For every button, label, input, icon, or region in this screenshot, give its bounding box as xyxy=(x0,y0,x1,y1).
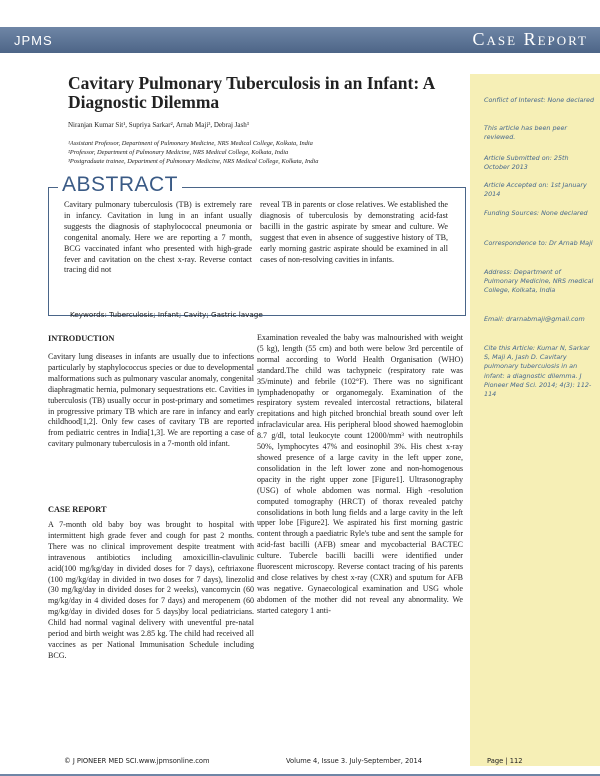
submitted-date: Article Submitted on: 25th October 2013 xyxy=(484,154,569,172)
correspondence: Correspondence to: Dr Arnab Maji xyxy=(484,239,593,247)
affiliation-1: ¹Assistant Professor, Department of Pulmonary Medicine, NRS Medical College, Kolkata, India xyxy=(68,140,313,147)
journal-abbrev: JPMS xyxy=(14,33,53,48)
introduction-text: Cavitary lung diseases in infants are usually due to infections particularly by staphylococcus species or due to developmental malformations such as pulmonary vascular anomaly, congenital diaphragmatic hernia, pulmonary sequestrations etc. Cavities in tuberculosis (TB) usually occur in post-primary and sometimes in progressive primary TB which are rare in infancy and early childhood[1,2]. Only few cases of cavitary TB are reported from pediatric centres in India[1,3]. We are reporting a case of cavitary pulmonary tuberculosis in a 7-month old infant. xyxy=(48,352,254,449)
affiliation-3: ³Postgraduate trainee, Department of Pulmonary Medicine, NRS Medical College, Kolkata, India xyxy=(68,158,319,165)
conflict-of-interest: Conflict of Interest: None declared xyxy=(484,96,595,104)
abstract-text-right: reveal TB in parents or close relatives. We established the diagnosis of tuberculosis by demonstrating acid-fast bacilli in the gastric aspirate by smear and culture. We suggest that even in absence of suggestive history of TB, early morning gastric aspirate should be examined in all cases of non-resolving cavities in infants. xyxy=(260,200,448,264)
keywords: Keywords: Tuberculosis; Infant; Cavity; Gastric lavage xyxy=(70,310,263,319)
case-report-text: A 7-month old baby boy was brought to hospital with intermittent high grade fever and cough for past 2 months. There was no clinical improvement despite treatment with intravenous antibiotics including amoxicillin-clavulinic acid(100 mg/kg/day in divided doses for 7 days), ceftriaxone (100 mg/kg/day in divided in two doses for 7 days), linezolid (30 mg/kg/day in divided doses for 2 weeks), vancomycin (60 mg/kg/day in 4 divided doses for 7 days) and meropenem (60 mg/kg/day in divided doses for 5 days)by local pediatricians. Child had normal vaginal delivery with uneventful pre-natal period and birth weight was 2.85 kg. The child had received all vaccines as per National Immunisation Schedule including BCG. xyxy=(48,520,254,660)
article-info-sidebar xyxy=(470,74,600,766)
footer-copyright: © J PIONEER MED SCI.www.jpmsonline.com xyxy=(64,757,210,765)
section-label: Case Report xyxy=(472,29,588,49)
introduction-heading: INTRODUCTION xyxy=(48,334,115,343)
abstract-heading: ABSTRACT xyxy=(58,173,182,197)
citation: Cite this Article: Kumar N, Sarkar S, Maji A, Jash D. Cavitary pulmonary tuberculosis in an infant: a diagnostic dilemma. J Pioneer Med Sci. 2014; 4(3): 112-114 xyxy=(484,344,592,399)
footer-issue: Volume 4, Issue 3. July-September, 2014 xyxy=(286,757,422,765)
journal-banner xyxy=(0,27,600,53)
address: Address: Department of Pulmonary Medicine, NRS medical College, Kolkata, India xyxy=(484,268,594,295)
examination-text: Examination revealed the baby was malnourished with weight (5 kg), length (55 cm) and both were below 3rd percentile of normal according to World Health Organisation (WHO) standard.The child was tachypneic (respiratory rate was 35/minute) and febrile (102°F). There was no significant lymphadenopathy or organomegaly. Examination of the respiratory system revealed intercostal retractions, bilateral crepitations and high pitched bronchial breath sound over left infraclavicular area. His peripheral blood showed haemoglobin 8.7 g/dl, total leukocyte count 12000/mm³ with neutrophils 50%, lymphocytes 47% and eosinophil 3%. His chest x-ray showed presence of a large cavity in the left upper zone, consolidation in the left lower zone and non-homogenous opacity in the right upper zone [Figure1]. Ultrasonography (USG) of whole abdomen was normal. High -resolution computed tomography (HRCT) of thorax revealed patchy consolidations in both lung fields and a large cavity in the left upper lobe [Figure2]. We aspirated his first morning gastric content through a paediatric Ryle's tube and sent the sample for acid-fast bacilli (AFB) smear and mycobacterial BACTEC culture. Tubercle bacilli bacilli were identified under fluorescent microscopy. Reverse contact tracing of his parents and close relatives by chest x-ray (CXR) and sputum for AFB was negative. Gynaecological examination and USG whole abdomen of the mother did not reveal any abnormality. We started category 1 anti- xyxy=(257,333,463,615)
footer-page-number: Page | 112 xyxy=(487,757,523,765)
case-report-heading: CASE REPORT xyxy=(48,505,107,514)
email-link[interactable]: Email: drarnabmaji@gmail.com xyxy=(484,315,585,323)
abstract-text-left: Cavitary pulmonary tuberculosis (TB) is extremely rare in infancy. Cavitation in lung in an infant usually suggests the diagnosis of staphylococcal pneumonia or congenital anomaly. Here we are reporting a 7 month, BCG vaccinated infant who presented with high-grade fever and cavitation on the chest x-ray. Reverse contact tracing did not xyxy=(64,200,252,275)
accepted-date: Article Accepted on: 1st January 2014 xyxy=(484,181,587,199)
peer-review-note: This article has been peer reviewed. xyxy=(484,124,568,142)
author-list: Niranjan Kumar Sit¹, Supriya Sarkar², Arnab Maji³, Debraj Jash³ xyxy=(68,121,249,129)
affiliation-2: ²Professor, Department of Pulmonary Medicine, NRS Medical College, Kolkata, India xyxy=(68,149,289,156)
article-title: Cavitary Pulmonary Tuberculosis in an Infant: A Diagnostic Dilemma xyxy=(68,73,435,112)
funding-sources: Funding Sources: None declared xyxy=(484,209,588,217)
